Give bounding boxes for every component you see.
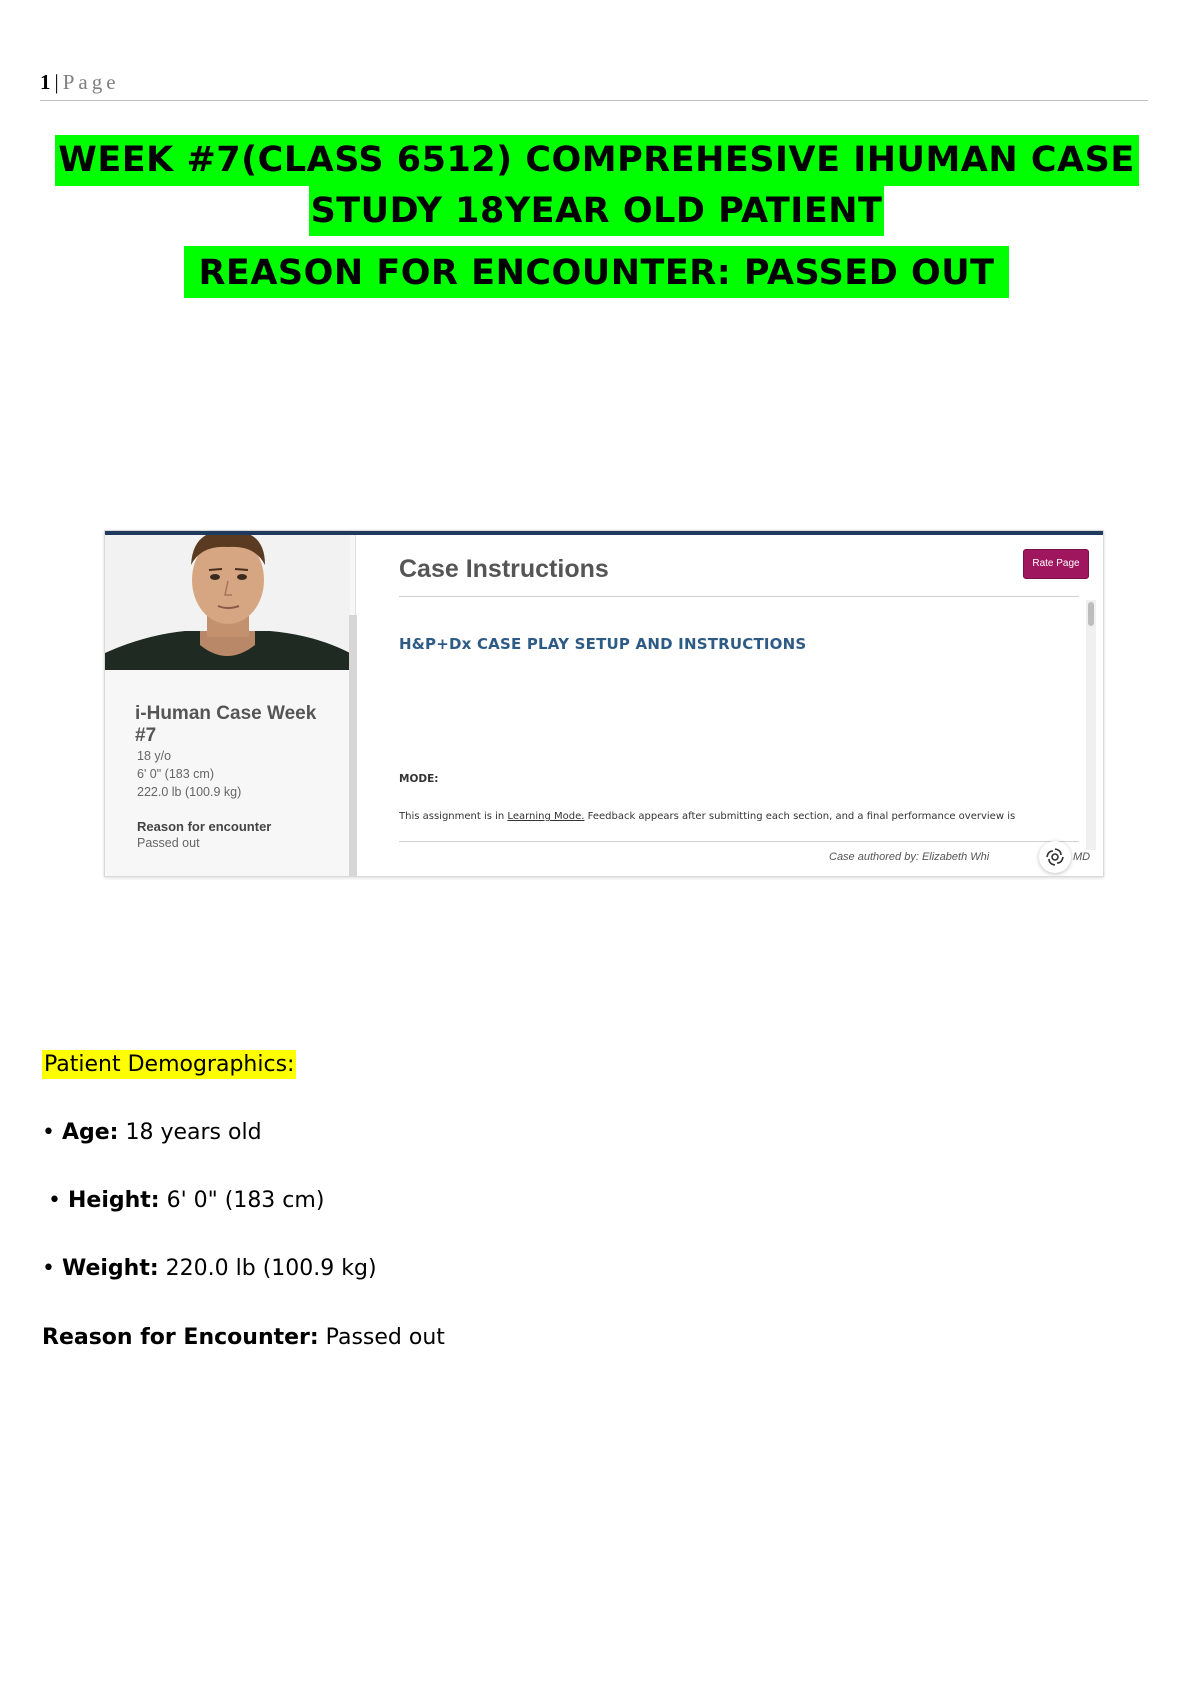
patient-avatar xyxy=(105,535,350,670)
height-label: Height: xyxy=(67,1188,160,1213)
instructions-scrollbar-thumb[interactable] xyxy=(1088,602,1094,626)
bullet: • xyxy=(42,1120,55,1145)
demographics-weight xyxy=(42,1256,377,1281)
chat-assistant-icon[interactable] xyxy=(1039,841,1071,873)
age-value: 18 years old xyxy=(118,1120,262,1145)
title-line-3: REASON FOR ENCOUNTER: PASSED OUT xyxy=(184,246,1008,298)
age-label: Age: xyxy=(61,1120,119,1145)
demographics-reason xyxy=(42,1325,445,1350)
ihuman-case-screenshot xyxy=(104,530,1104,877)
left-panel-scrollbar[interactable] xyxy=(349,615,357,876)
weight-label: Weight: xyxy=(61,1256,159,1281)
document-title xyxy=(0,135,1193,298)
mode-text-before: This assignment is in xyxy=(399,811,508,822)
instructions-heading: H&P+Dx CASE PLAY SETUP AND INSTRUCTIONS xyxy=(399,635,807,653)
page-number: 1 xyxy=(40,70,51,94)
instructions-scrollbar-track[interactable] xyxy=(1086,600,1096,850)
demographics-height xyxy=(48,1188,324,1213)
weight-value: 220.0 lb (100.9 kg) xyxy=(158,1256,377,1281)
case-author-suffix: MD xyxy=(1073,851,1091,863)
demographics-age xyxy=(42,1120,262,1145)
bullet: • xyxy=(48,1188,61,1213)
rate-page-button[interactable]: Rate Page xyxy=(1023,549,1089,579)
patient-card-panel xyxy=(105,535,356,876)
reason-label: Reason for Encounter: xyxy=(42,1325,319,1350)
bullet: • xyxy=(42,1256,55,1281)
case-instructions-panel xyxy=(359,535,1103,876)
title-divider xyxy=(399,596,1079,597)
learning-mode-link[interactable]: Learning Mode. xyxy=(507,811,585,822)
card-reason-label: Reason for encounter xyxy=(137,819,272,834)
card-height: 6' 0" (183 cm) xyxy=(137,767,214,781)
patient-avatar-image xyxy=(105,535,350,670)
card-weight: 222.0 lb (100.9 kg) xyxy=(137,785,242,799)
demographics-heading: Patient Demographics: xyxy=(44,1052,295,1077)
reason-value: Passed out xyxy=(318,1325,445,1350)
mode-label: MODE: xyxy=(399,773,439,785)
card-reason-value: Passed out xyxy=(137,836,200,850)
title-line-2: STUDY 18YEAR OLD PATIENT xyxy=(309,186,885,236)
page-separator: | xyxy=(54,70,59,94)
card-age: 18 y/o xyxy=(137,749,172,763)
case-author: Case authored by: Elizabeth Whi xyxy=(829,851,990,863)
mode-description xyxy=(399,811,1015,822)
page-header xyxy=(40,70,1148,101)
page-word: Page xyxy=(62,70,120,94)
case-title: i-Human Case Week #7 xyxy=(135,703,317,746)
title-line-1: WEEK #7(CLASS 6512) COMPREHESIVE IHUMAN CASE xyxy=(55,135,1139,186)
height-value: 6' 0" (183 cm) xyxy=(159,1188,325,1213)
mode-text-after: Feedback appears after submitting each section, and a final performance overview is xyxy=(584,811,1016,822)
footer-divider xyxy=(399,841,1079,842)
case-instructions-title: Case Instructions xyxy=(399,555,609,583)
